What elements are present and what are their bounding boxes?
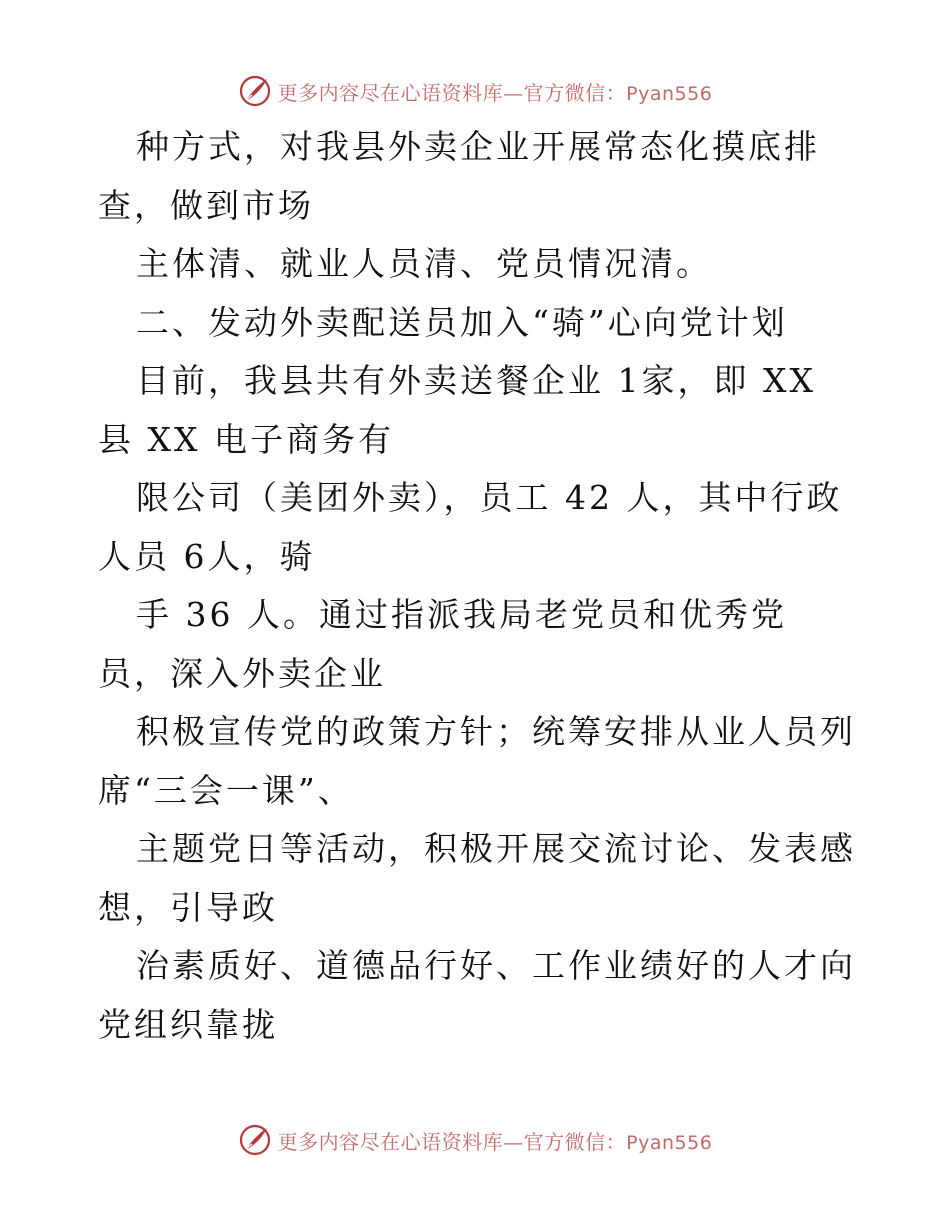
watermark-text: 更多内容尽在心语资料库—官方微信：Pyan556 — [277, 1129, 713, 1154]
watermark-text: 更多内容尽在心语资料库—官方微信：Pyan556 — [277, 80, 713, 105]
footer-watermark — [0, 1120, 950, 1160]
quill-pen-circle-icon — [238, 1123, 272, 1157]
body-text — [98, 118, 858, 1054]
paragraph: 治素质好、道德品行好、工作业绩好的人才向党组织靠拢 — [98, 946, 856, 1044]
paragraph: 积极宣传党的政策方针；统筹安排从业人员列席“三会一课”、 — [98, 712, 856, 810]
header-watermark — [0, 71, 950, 111]
paragraph: 目前，我县共有外卖送餐企业 1家，即 XX 县 XX 电子商务有 — [98, 361, 830, 459]
paragraph: 主体清、就业人员清、党员情况清。 — [136, 244, 712, 283]
quill-pen-circle-icon — [238, 74, 272, 108]
section-heading: 二、发动外卖配送员加入“骑”心向党计划 — [136, 302, 788, 342]
paragraph: 限公司（美团外卖），员工 42 人，其中行政人员 6人，骑 — [98, 478, 843, 576]
paragraph: 种方式，对我县外卖企业开展常态化摸底排查，做到市场 — [98, 127, 820, 225]
paragraph: 主题党日等活动，积极开展交流讨论、发表感想，引导政 — [98, 829, 856, 927]
paragraph: 手 36 人。通过指派我局老党员和优秀党员，深入外卖企业 — [98, 595, 787, 693]
